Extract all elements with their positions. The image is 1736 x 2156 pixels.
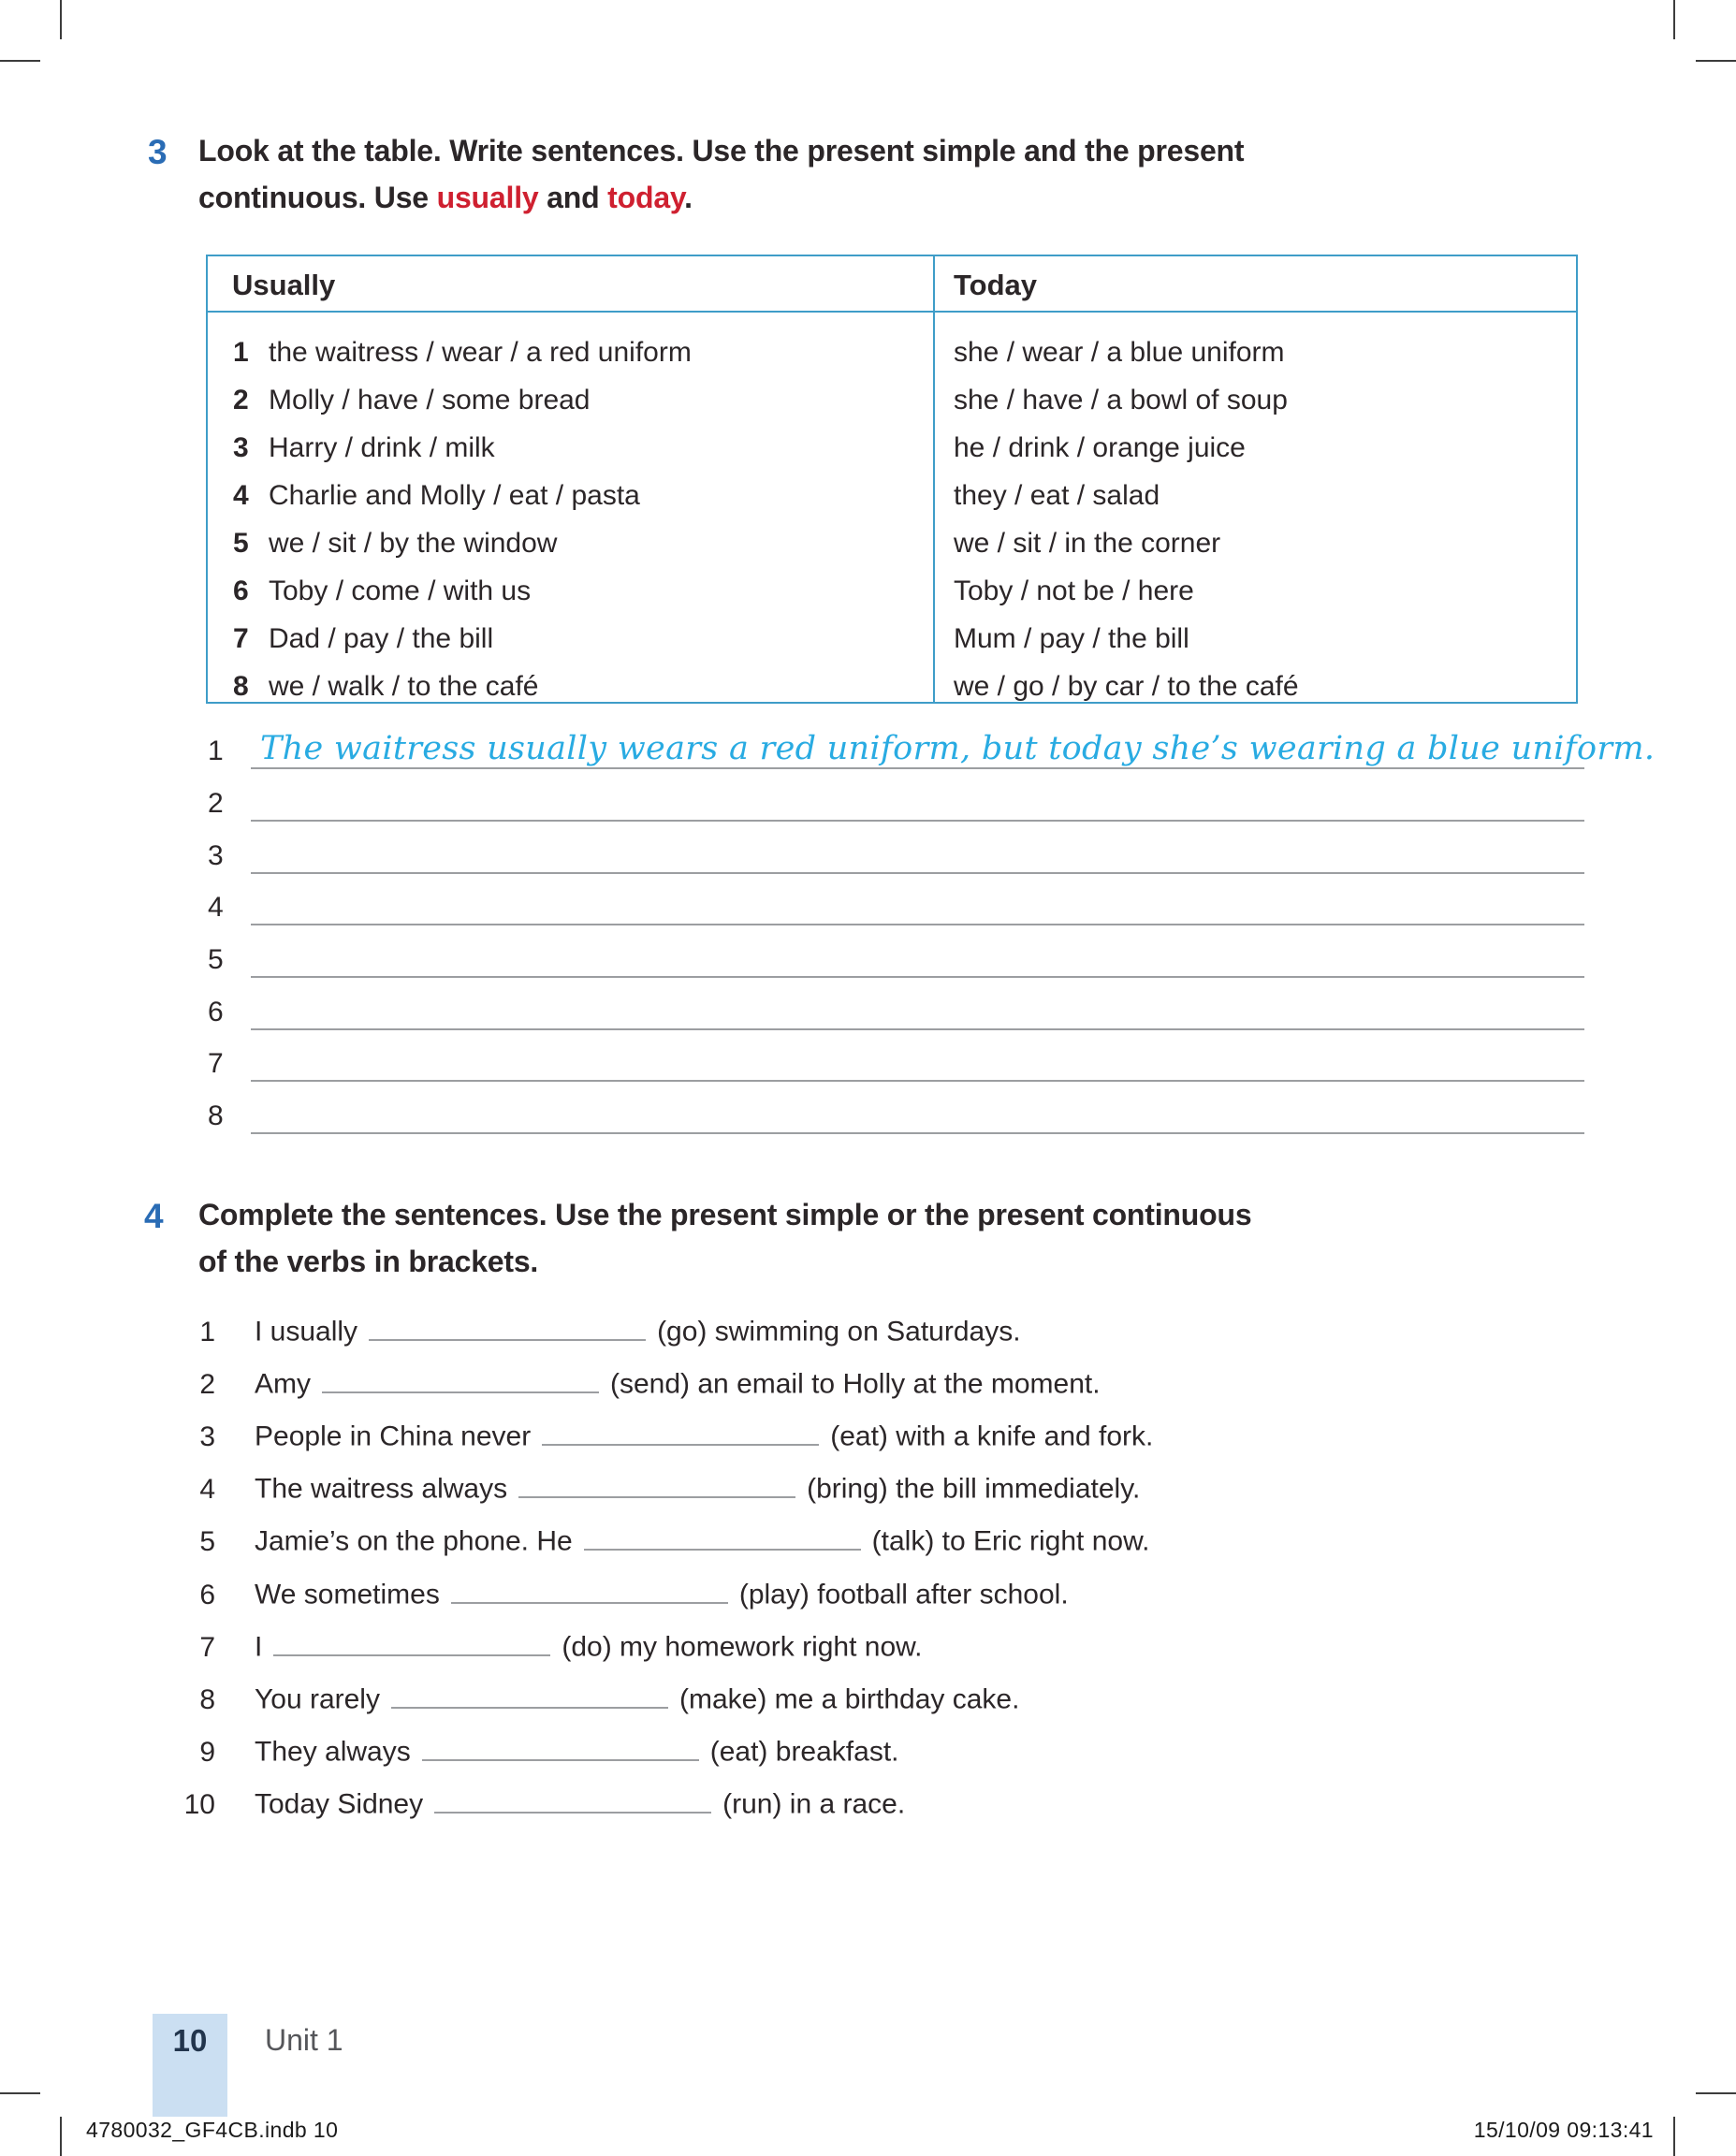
usually-cell: Toby / come / with us (269, 575, 532, 606)
answer-number: 7 (208, 1048, 224, 1079)
answer-row (206, 1039, 1584, 1082)
usually-cell: we / walk / to the café (269, 671, 539, 702)
exercise3-instruction-line1: Look at the table. Write sentences. Use the present simple and the present (198, 134, 1245, 168)
item-blank-line (322, 1364, 599, 1393)
table-row (208, 623, 1576, 666)
unit-label: Unit 1 (265, 2023, 343, 2057)
answer-row (206, 779, 1584, 822)
item-blank-line (518, 1469, 795, 1498)
grammar-table (206, 255, 1578, 704)
usually-highlight: usually (436, 181, 539, 214)
answer-row (206, 831, 1584, 874)
item-number: 6 (199, 1579, 215, 1610)
fill-in-item (150, 1469, 1610, 1512)
answer-line (251, 820, 1584, 822)
answer-row (206, 882, 1584, 925)
instruction-text: and (538, 181, 608, 214)
row-number: 2 (233, 385, 249, 415)
item-text-after-blank: (go) swimming on Saturdays. (657, 1316, 1021, 1348)
table-row (208, 385, 1576, 428)
answer-line (251, 976, 1584, 978)
item-number: 9 (199, 1736, 215, 1768)
item-text-before-blank: You rarely (255, 1683, 380, 1715)
row-number: 4 (233, 480, 249, 511)
crop-mark-bottom-left-horizontal (0, 2092, 40, 2094)
item-blank-line (584, 1522, 861, 1551)
today-cell: we / go / by car / to the café (954, 671, 1299, 702)
exercise4-instruction-line2: of the verbs in brackets. (198, 1245, 539, 1278)
answer-line (251, 1080, 1584, 1082)
item-text-after-blank: (send) an email to Holly at the moment. (610, 1368, 1101, 1400)
item-number: 5 (199, 1525, 215, 1557)
today-cell: he / drink / orange juice (954, 432, 1246, 463)
page-number: 10 (172, 2023, 208, 2058)
usually-cell: Dad / pay / the bill (269, 623, 494, 654)
fill-in-item (150, 1417, 1610, 1460)
fill-in-item (150, 1522, 1610, 1565)
answer-line (251, 872, 1584, 874)
item-text-after-blank: (run) in a race. (722, 1788, 906, 1820)
today-cell: she / have / a bowl of soup (954, 385, 1288, 415)
row-number: 1 (233, 337, 249, 368)
crop-mark-bottom-left-vertical (60, 2117, 62, 2156)
item-text-before-blank: I (255, 1631, 263, 1663)
item-text-before-blank: Jamie’s on the phone. He (255, 1525, 573, 1557)
answer-row (206, 1091, 1584, 1134)
today-cell: we / sit / in the corner (954, 528, 1221, 559)
fill-in-item (150, 1680, 1610, 1723)
answer-line (251, 1028, 1584, 1030)
item-text-before-blank: They always (255, 1736, 411, 1768)
today-cell: Mum / pay / the bill (954, 623, 1189, 654)
answer-line (251, 767, 1584, 769)
usually-cell: Charlie and Molly / eat / pasta (269, 480, 640, 511)
item-number: 4 (199, 1473, 215, 1505)
exercise3-number: 3 (148, 133, 168, 171)
answer-row (206, 935, 1584, 978)
item-blank-line (542, 1417, 819, 1446)
answer-line (251, 1132, 1584, 1134)
answer-line (251, 924, 1584, 925)
item-text-after-blank: (eat) breakfast. (709, 1736, 899, 1768)
item-text-after-blank: (do) my homework right now. (562, 1631, 923, 1663)
usually-cell: Molly / have / some bread (269, 385, 591, 415)
table-row (208, 575, 1576, 619)
print-timestamp: 15/10/09 09:13:41 (1473, 2118, 1654, 2142)
usually-cell: we / sit / by the window (269, 528, 558, 559)
item-blank-line (391, 1680, 668, 1709)
item-text-after-blank: (eat) with a knife and fork. (830, 1420, 1154, 1452)
row-number: 5 (233, 528, 249, 559)
crop-mark-top-left-vertical (60, 0, 62, 39)
crop-mark-top-right-vertical (1673, 0, 1675, 39)
item-text-before-blank: Today Sidney (255, 1788, 424, 1820)
page-number-box (153, 2014, 227, 2117)
answer-handwriting: The waitress usually wears a red uniform, but today she’s wearing a blue uniform. (260, 730, 1656, 767)
item-number: 3 (199, 1420, 215, 1452)
item-text-after-blank: (talk) to Eric right now. (871, 1525, 1150, 1557)
item-text-before-blank: I usually (255, 1316, 358, 1348)
print-file-info: 4780032_GF4CB.indb 10 (86, 2118, 339, 2142)
fill-in-item (150, 1732, 1610, 1775)
item-blank-line (434, 1785, 711, 1814)
table-header-rule (208, 311, 1576, 313)
exercise4-number: 4 (144, 1197, 164, 1235)
today-cell: they / eat / salad (954, 480, 1160, 511)
item-blank-line (273, 1627, 550, 1656)
instruction-text: . (684, 181, 693, 214)
answer-number: 6 (208, 997, 224, 1027)
row-number: 8 (233, 671, 249, 702)
table-row (208, 337, 1576, 380)
usually-cell: Harry / drink / milk (269, 432, 495, 463)
crop-mark-top-left-horizontal (0, 60, 40, 62)
fill-in-item (150, 1575, 1610, 1618)
item-number: 7 (199, 1631, 215, 1663)
item-text-before-blank: Amy (255, 1368, 311, 1400)
item-number: 10 (183, 1788, 215, 1820)
answer-number: 8 (208, 1100, 224, 1131)
answer-row (206, 726, 1656, 769)
item-blank-line (422, 1732, 699, 1761)
item-number: 8 (199, 1683, 215, 1715)
item-number: 1 (199, 1316, 215, 1348)
fill-in-item (150, 1312, 1610, 1355)
answer-number: 4 (208, 892, 224, 923)
table-header-today: Today (954, 269, 1037, 301)
row-number: 6 (233, 575, 249, 606)
today-cell: Toby / not be / here (954, 575, 1194, 606)
answer-number: 2 (208, 788, 224, 819)
fill-in-item (150, 1785, 1610, 1828)
answer-number: 3 (208, 840, 224, 871)
item-text-after-blank: (make) me a birthday cake. (678, 1683, 1020, 1715)
item-text-after-blank: (bring) the bill immediately. (807, 1473, 1141, 1505)
table-row (208, 432, 1576, 475)
item-text-after-blank: (play) football after school. (738, 1579, 1069, 1610)
table-row (208, 671, 1576, 714)
table-header-usually: Usually (232, 269, 336, 301)
answer-number: 1 (208, 736, 224, 766)
item-text-before-blank: The waitress always (255, 1473, 508, 1505)
item-text-before-blank: People in China never (255, 1420, 532, 1452)
crop-mark-top-right-horizontal (1696, 60, 1736, 62)
row-number: 7 (233, 623, 249, 654)
table-row (208, 528, 1576, 571)
answer-row (206, 987, 1584, 1030)
item-text-before-blank: We sometimes (255, 1579, 440, 1610)
table-row (208, 480, 1576, 523)
usually-cell: the waitress / wear / a red uniform (269, 337, 692, 368)
item-number: 2 (199, 1368, 215, 1400)
answer-number: 5 (208, 944, 224, 975)
item-blank-line (451, 1575, 728, 1604)
fill-in-item (150, 1364, 1610, 1407)
today-highlight: today (607, 181, 685, 214)
instruction-text: continuous. Use (198, 181, 437, 214)
today-cell: she / wear / a blue uniform (954, 337, 1285, 368)
exercise3-instruction-line2 (198, 181, 693, 215)
fill-in-item (150, 1627, 1610, 1670)
item-blank-line (369, 1312, 646, 1341)
crop-mark-bottom-right-vertical (1673, 2117, 1675, 2156)
crop-mark-bottom-right-horizontal (1696, 2092, 1736, 2094)
row-number: 3 (233, 432, 249, 463)
exercise4-instruction-line1: Complete the sentences. Use the present simple or the present continuous (198, 1198, 1252, 1231)
